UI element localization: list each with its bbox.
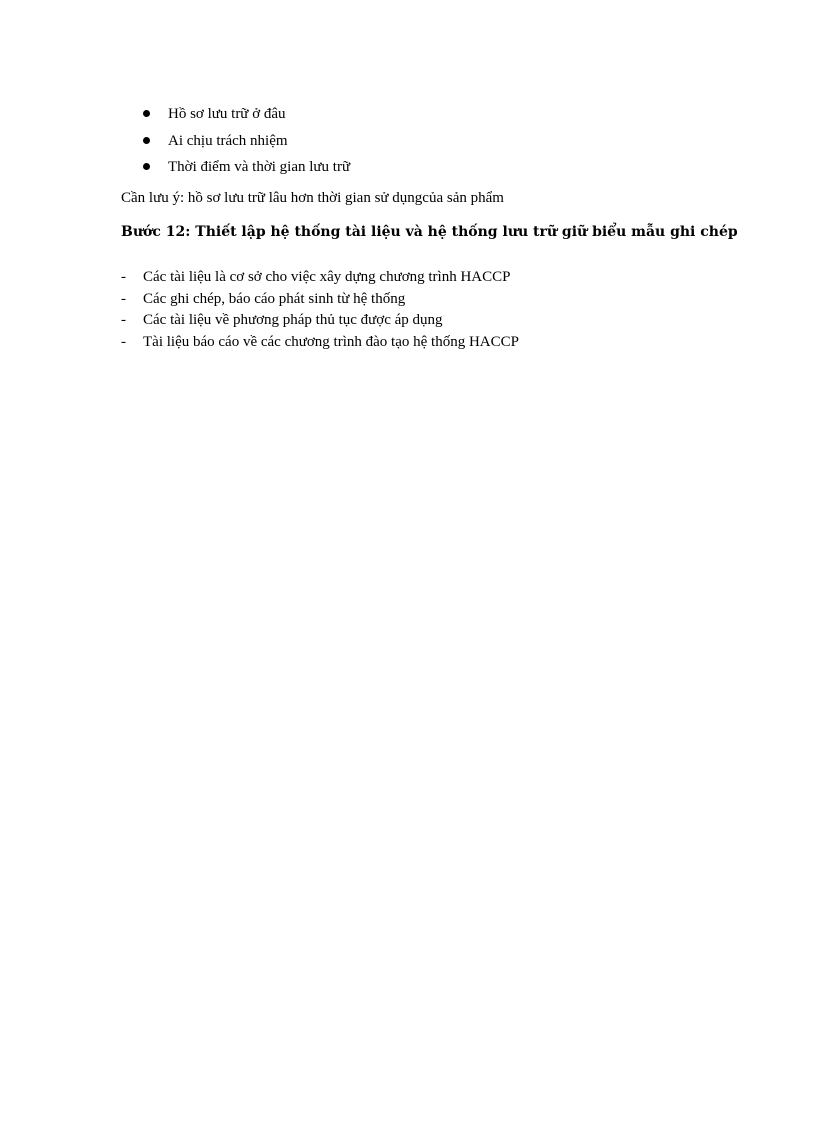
bullet-text: Hồ sơ lưu trữ ở đâu [168, 106, 286, 122]
bullet-text: Thời điểm và thời gian lưu trữ [168, 159, 351, 175]
dash-item-text: Tài liệu báo cáo về các chương trình đào tạo hệ thống HACCP [143, 333, 519, 350]
bullet-icon [143, 163, 150, 170]
bullet-text: Ai chịu trách nhiệm [168, 132, 288, 149]
list-item [121, 310, 519, 332]
dash-item-text: Các tài liệu là cơ sở cho việc xây dựng chương trình HACCP [143, 269, 511, 285]
dash-marker: - [121, 269, 126, 285]
bullet-icon [143, 137, 150, 144]
list-item [140, 157, 350, 184]
note-paragraph: Cần lưu ý: hồ sơ lưu trữ lâu hơn thời gian sử dụngcủa sản phẩm [121, 190, 504, 206]
dash-item-text: Các ghi chép, báo cáo phát sinh từ hệ thống [143, 290, 406, 307]
dash-list [121, 267, 519, 353]
bullet-list [140, 104, 350, 184]
dash-item-text: Các tài liệu về phương pháp thủ tục được áp dụng [143, 312, 443, 328]
step-heading: Bước 12: Thiết lập hệ thống tài liệu và hệ thống lưu trữ giữ biểu mẫu ghi chép [121, 224, 738, 240]
dash-marker: - [121, 290, 126, 307]
dash-marker: - [121, 312, 126, 328]
list-item [121, 332, 519, 354]
list-item [121, 289, 519, 311]
list-item [121, 267, 519, 289]
dash-marker: - [121, 333, 126, 350]
list-item [140, 104, 350, 131]
list-item [140, 131, 350, 158]
bullet-icon [143, 110, 150, 117]
